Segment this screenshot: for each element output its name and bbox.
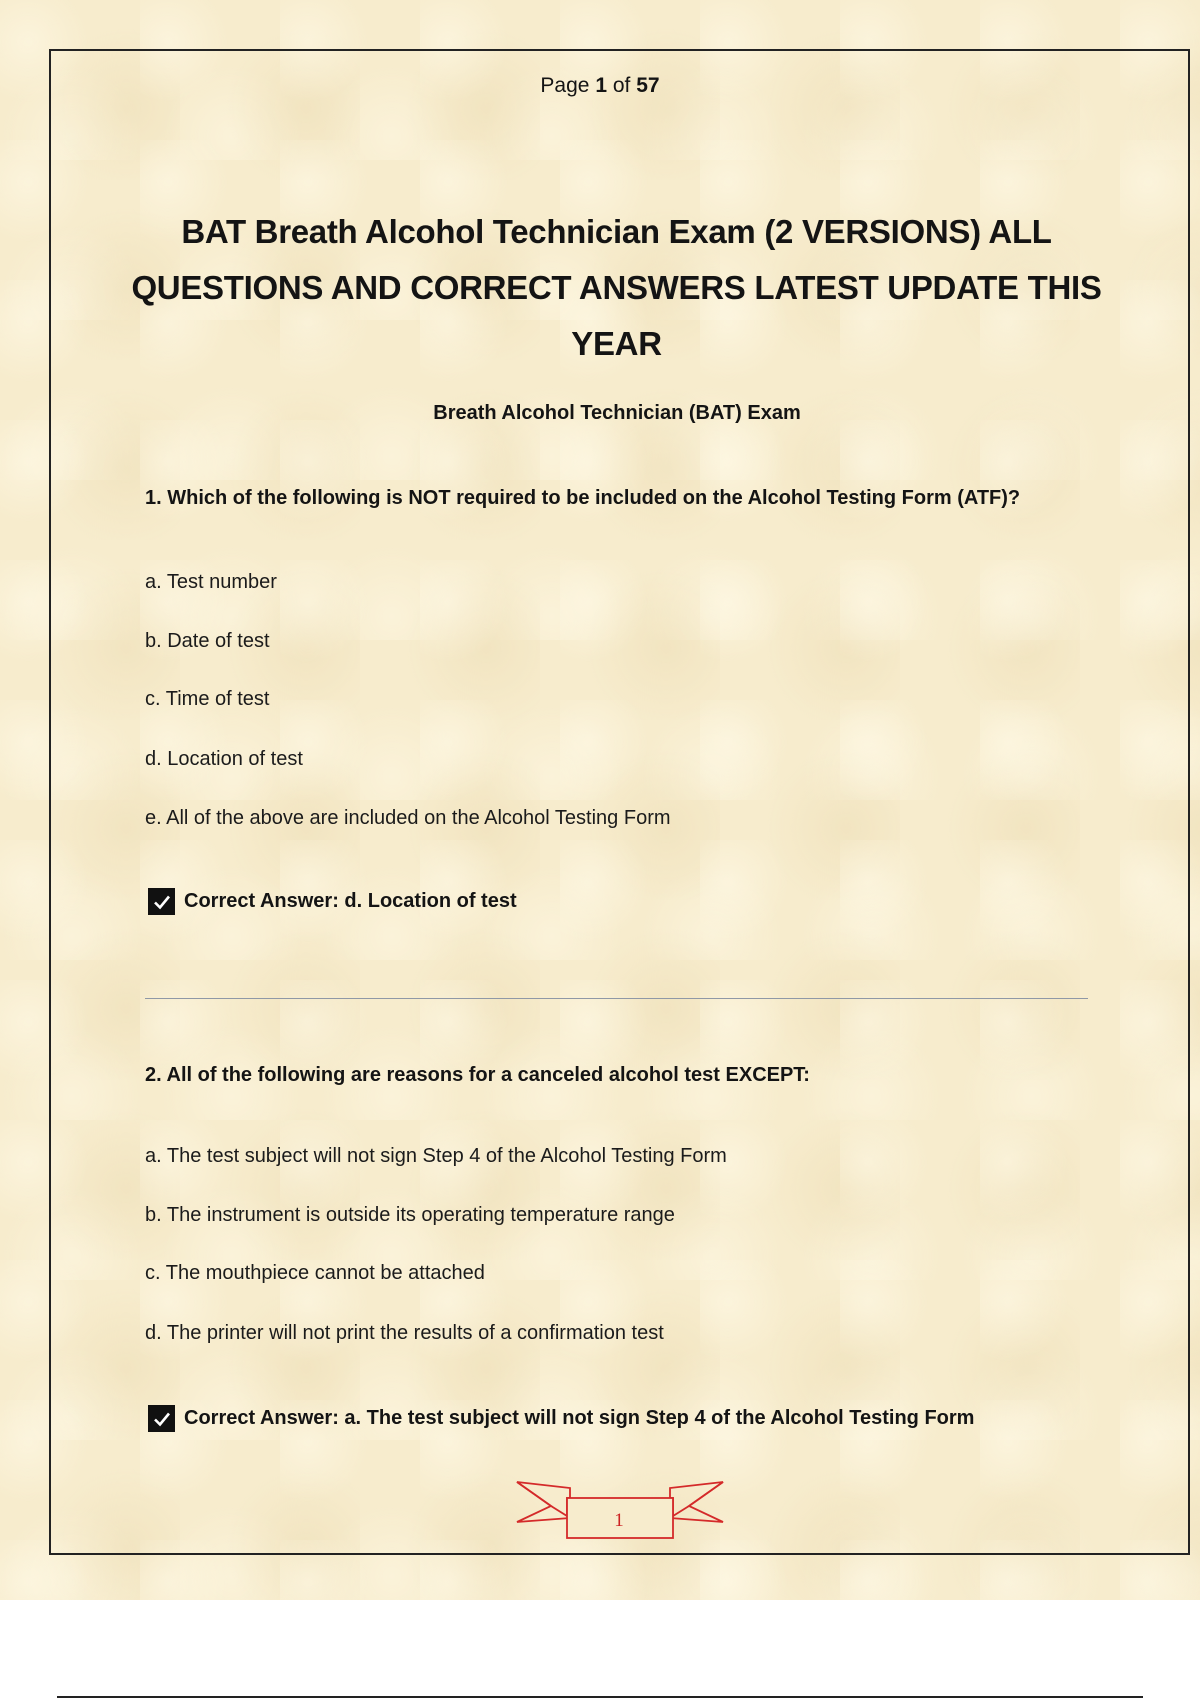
question-divider [145, 998, 1088, 999]
question-1-option-d: d. Location of test [145, 748, 303, 770]
question-2-answer [148, 1405, 974, 1432]
page-of: of [612, 74, 631, 97]
page-total: 57 [636, 74, 660, 97]
document-title: BAT Breath Alcohol Technician Exam (2 VERSIONS) ALL QUESTIONS AND CORRECT ANSWERS LATEST UPDATE THIS YEAR [131, 213, 1102, 362]
footer-page-number: 1 [614, 1510, 624, 1531]
question-2-option-c: c. The mouthpiece cannot be attached [145, 1262, 485, 1284]
answer-text: Correct Answer: d. Location of test [184, 890, 517, 912]
checkmark-icon [148, 1405, 175, 1432]
page-indicator [0, 74, 1200, 98]
bottom-rule [57, 1696, 1143, 1698]
document-subtitle: Breath Alcohol Technician (BAT) Exam [433, 402, 801, 424]
question-2: 2. All of the following are reasons for a canceled alcohol test EXCEPT: [145, 1064, 810, 1086]
question-1-option-a: a. Test number [145, 571, 277, 593]
question-1-option-b: b. Date of test [145, 630, 270, 652]
checkmark-icon [148, 888, 175, 915]
question-2-option-b: b. The instrument is outside its operating temperature range [145, 1204, 675, 1226]
page-label: Page [540, 74, 590, 97]
answer-text: Correct Answer: a. The test subject will not sign Step 4 of the Alcohol Testing Form [184, 1407, 975, 1429]
question-1-answer [148, 888, 517, 915]
question-2-option-a: a. The test subject will not sign Step 4 of the Alcohol Testing Form [145, 1145, 727, 1167]
question-1-option-e: e. All of the above are included on the Alcohol Testing Form [145, 807, 671, 829]
page-current: 1 [595, 74, 607, 97]
question-2-option-d: d. The printer will not print the results of a confirmation test [145, 1322, 664, 1344]
question-1: 1. Which of the following is NOT required to be included on the Alcohol Testing Form (ATF)? [145, 487, 1021, 509]
question-1-option-c: c. Time of test [145, 688, 270, 710]
